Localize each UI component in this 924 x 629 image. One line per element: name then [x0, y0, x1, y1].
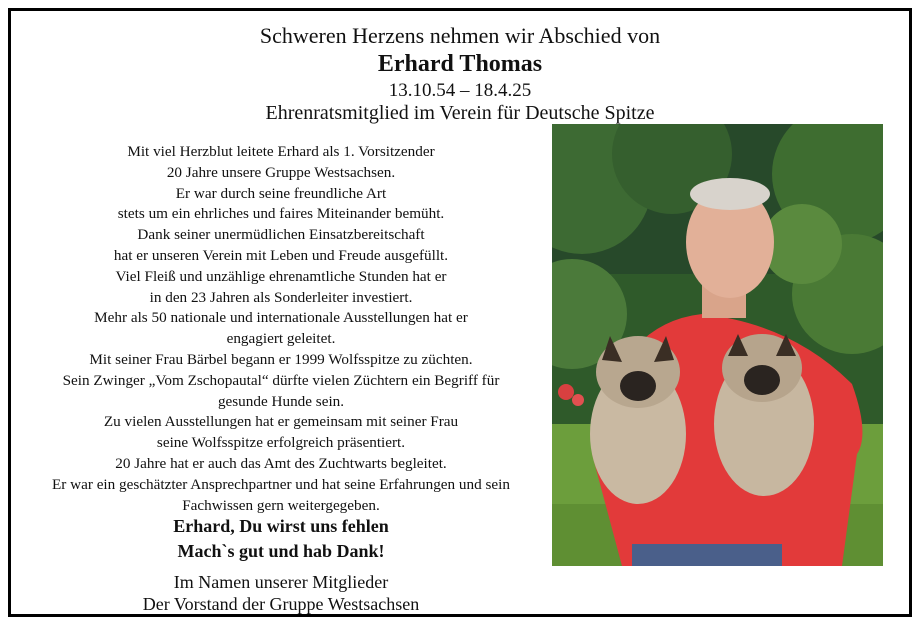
tribute-line: in den 23 Jahren als Sonderleiter investiert.: [149, 288, 413, 306]
tribute-line: Mit viel Herzblut leitete Erhard als 1. Vorsitzender: [127, 143, 435, 160]
obituary-card: [8, 8, 912, 617]
intro-heading: Schweren Herzens nehmen wir Abschied von: [259, 23, 661, 48]
tribute-line: Sein Zwinger „Vom Zschopautal“ dürfte vielen Züchtern ein Begriff für: [62, 371, 500, 389]
tribute-line: stets um ein ehrliches und faires Miteinander bemüht.: [117, 205, 445, 223]
tribute-line: seine Wolfsspitze erfolgreich präsentiert.: [156, 434, 406, 452]
tribute-line: Mehr als 50 nationale und internationale Ausstellungen hat er: [94, 309, 468, 327]
tribute-line: Er war ein geschätzter Ansprechpartner und hat seine Erfahrungen und sein: [52, 475, 510, 493]
tribute-line: Mit seiner Frau Bärbel begann er 1999 Wolfsspitze zu züchten.: [89, 350, 473, 368]
tribute-line: engagiert geleitet.: [226, 330, 336, 348]
tribute-line: hat er unseren Verein mit Leben und Freude ausgefüllt.: [113, 246, 449, 264]
tribute-line: Fachwissen gern weitergegeben.: [182, 496, 380, 514]
deceased-name: Erhard Thomas: [377, 51, 543, 77]
closing-line-thanks: Mach`s gut und hab Dank!: [177, 541, 385, 561]
tribute-line: 20 Jahre unsere Gruppe Westsachsen.: [166, 163, 396, 181]
closing-line-farewell: Erhard, Du wirst uns fehlen: [173, 516, 389, 536]
tribute-line: Er war durch seine freundliche Art: [175, 184, 387, 202]
signoff-board: Der Vorstand der Gruppe Westsachsen: [142, 594, 420, 614]
tribute-text: [21, 142, 541, 516]
tribute-line: Viel Fleiß und unzählige ehrenamtliche Stunden hat er: [115, 267, 447, 285]
memorial-photo: [552, 124, 883, 566]
tribute-line: gesunde Hunde sein.: [217, 392, 345, 410]
life-dates: 13.10.54 – 18.4.25: [388, 80, 532, 101]
signoff-members: Im Namen unserer Mitglieder: [173, 572, 389, 592]
honorary-role: Ehrenratsmitglied im Verein für Deutsche Spitze: [265, 102, 655, 124]
closing-words: [21, 514, 541, 564]
tribute-line: Zu vielen Ausstellungen hat er gemeinsam mit seiner Frau: [103, 413, 459, 431]
tribute-line: 20 Jahre hat er auch das Amt des Zuchtwarts begleitet.: [115, 454, 447, 472]
signoff: [21, 571, 541, 615]
tribute-line: Dank seiner unermüdlichen Einsatzbereitschaft: [137, 226, 425, 244]
